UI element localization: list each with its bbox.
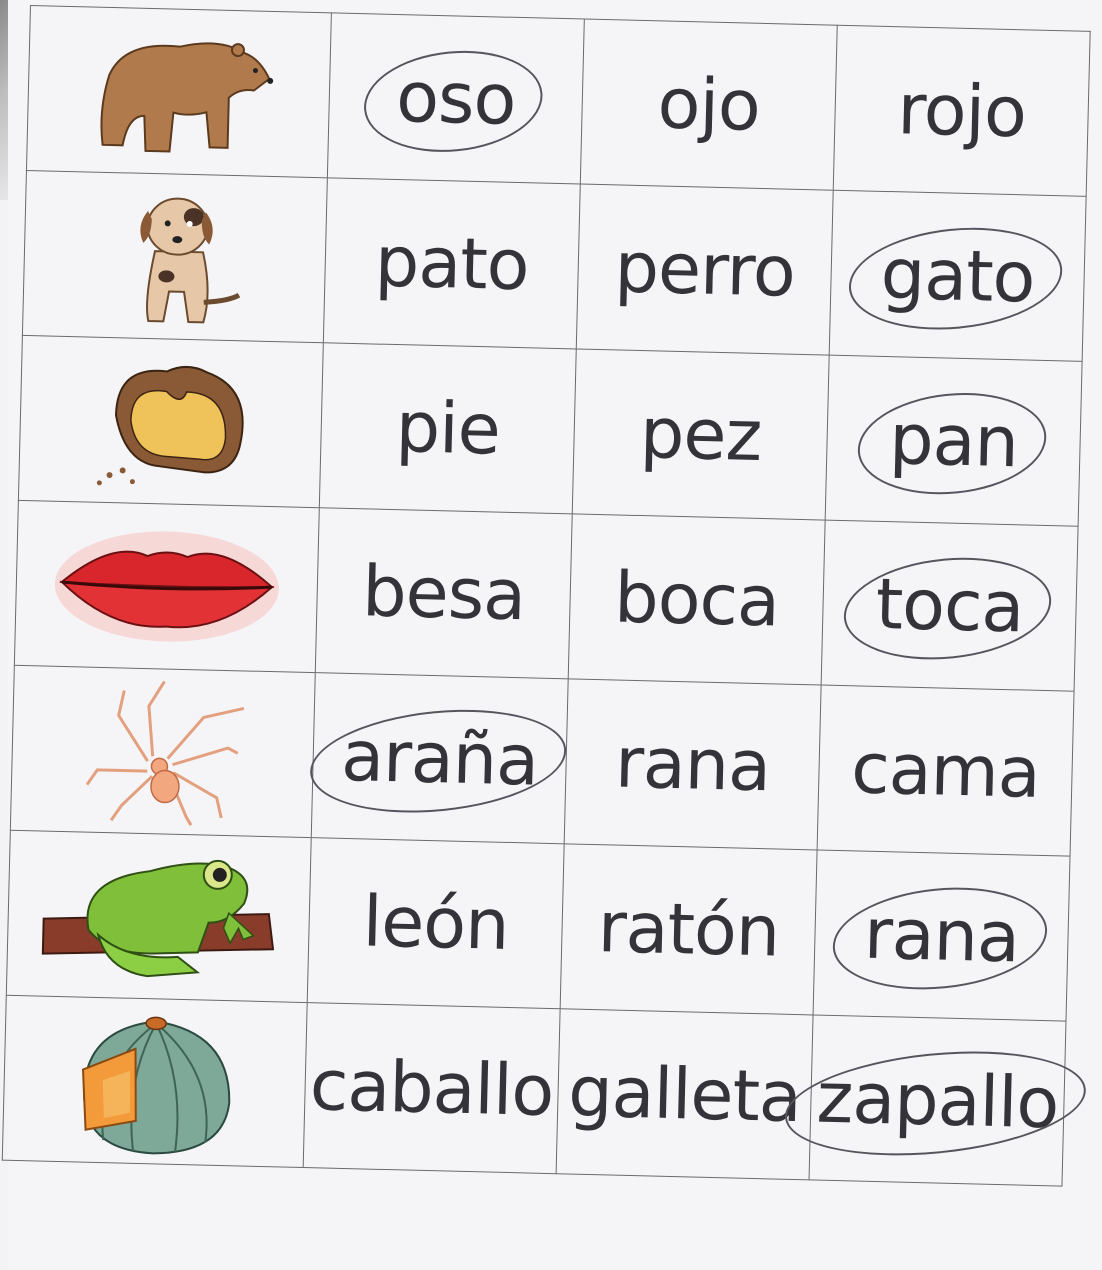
word-cell[interactable]	[572, 349, 829, 520]
pumpkin-icon	[3, 998, 307, 1165]
word-text: rana	[863, 899, 1020, 973]
word-cell[interactable]	[829, 190, 1086, 361]
picture-cell	[6, 830, 311, 1002]
picture-cell	[22, 170, 327, 342]
picture-cell	[14, 500, 319, 672]
word-cell[interactable]	[556, 1009, 813, 1180]
word-cell[interactable]	[813, 850, 1070, 1021]
word-text: boca	[613, 556, 780, 643]
lips-icon	[15, 523, 318, 650]
word-text: oso	[395, 62, 516, 135]
word-text: zapallo	[816, 1063, 1059, 1139]
word-text: león	[361, 880, 510, 966]
bread-icon	[19, 343, 323, 500]
table-row	[14, 500, 1078, 691]
word-text: toca	[875, 569, 1024, 643]
word-cell[interactable]	[568, 514, 825, 685]
word-text: gato	[880, 239, 1035, 313]
word-cell[interactable]	[821, 520, 1078, 691]
dog-icon	[23, 178, 327, 335]
word-cell[interactable]	[315, 508, 572, 679]
word-text: pan	[888, 404, 1018, 477]
word-cell[interactable]	[580, 19, 837, 190]
word-cell[interactable]	[560, 844, 817, 1015]
word-cell[interactable]	[576, 184, 833, 355]
table-row	[18, 335, 1082, 526]
table-row	[10, 665, 1074, 856]
word-picture-grid	[2, 5, 1091, 1187]
word-cell[interactable]	[307, 838, 564, 1009]
word-text: caballo	[308, 1044, 555, 1133]
picture-cell	[10, 665, 315, 837]
word-cell[interactable]	[809, 1015, 1066, 1186]
word-text: besa	[361, 550, 527, 637]
word-text: pato	[374, 220, 530, 307]
word-cell[interactable]	[833, 25, 1090, 196]
word-cell[interactable]	[817, 685, 1074, 856]
word-cell[interactable]	[311, 673, 568, 844]
word-cell[interactable]	[825, 355, 1082, 526]
word-cell[interactable]	[327, 13, 584, 184]
word-text: pez	[639, 392, 763, 477]
picture-cell	[26, 6, 331, 178]
bear-icon	[27, 13, 331, 170]
word-text: rojo	[896, 68, 1027, 154]
table-row	[26, 6, 1090, 197]
picture-cell	[2, 995, 307, 1167]
picture-cell	[18, 335, 323, 507]
word-cell[interactable]	[319, 343, 576, 514]
frog-icon	[7, 838, 311, 995]
word-text: araña	[340, 721, 538, 796]
word-cell[interactable]	[303, 1003, 560, 1174]
word-text: ojo	[656, 62, 761, 147]
table-row	[2, 995, 1066, 1186]
word-text: pie	[394, 386, 501, 471]
word-text: galleta	[567, 1050, 802, 1139]
word-text: rana	[614, 721, 772, 808]
table-row	[22, 170, 1086, 361]
word-text: perro	[613, 226, 796, 313]
word-text: ratón	[596, 886, 781, 973]
table-row	[6, 830, 1070, 1021]
spider-icon	[11, 673, 315, 830]
word-cell[interactable]	[323, 178, 580, 349]
word-text: cama	[850, 727, 1041, 814]
word-cell[interactable]	[564, 679, 821, 850]
